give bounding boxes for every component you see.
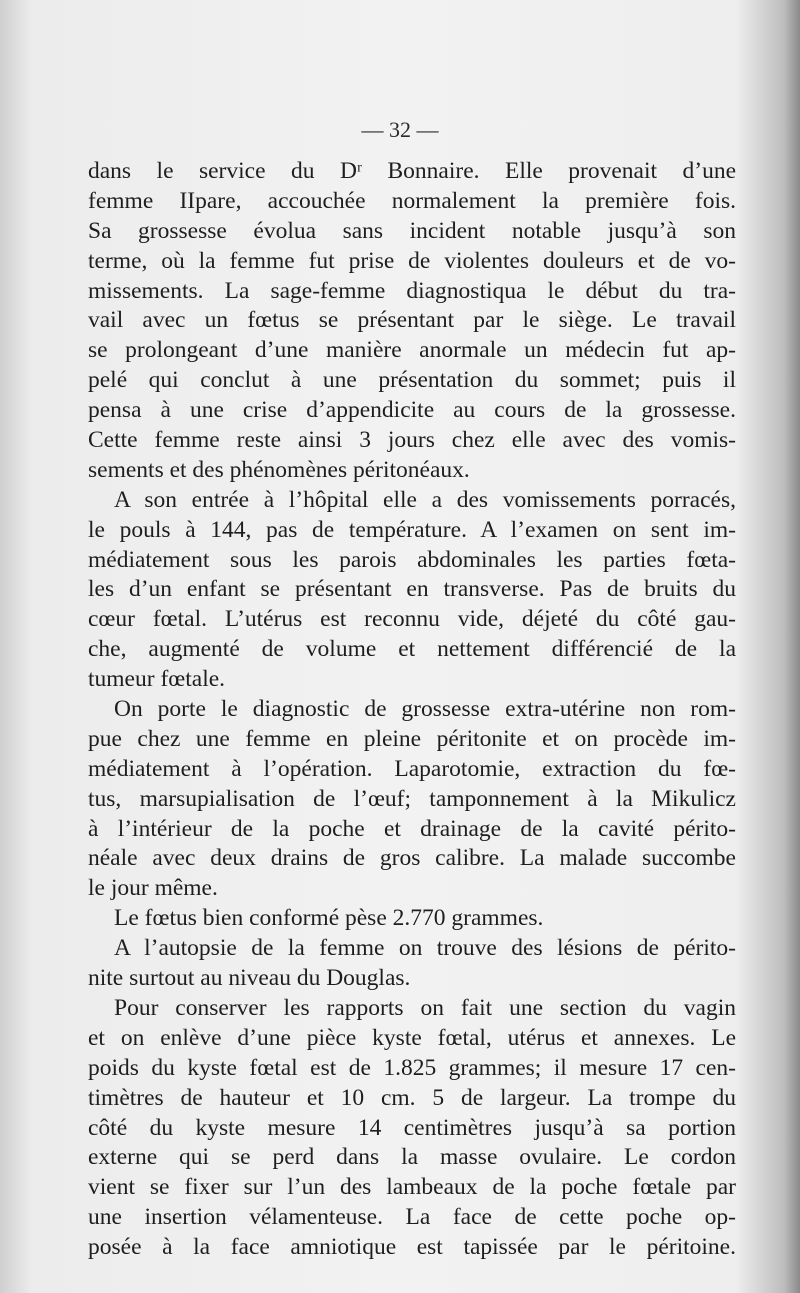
text-line: Pour conserver les rapports on fait une section du vagin (114, 994, 736, 1021)
text-line: et on enlève d’une pièce kyste fœtal, utérus et annexes. Le (88, 1024, 736, 1051)
text-line: médiatement à l’opération. Laparotomie, extraction du fœ- (88, 755, 736, 782)
body-text (88, 157, 736, 1263)
text-line: A l’autopsie de la femme on trouve des lésions de périto- (114, 935, 736, 962)
text-line: pue chez une femme en pleine péritonite et on procède im- (88, 725, 736, 752)
text-line: che, augmenté de volume et nettement différencié de la (88, 636, 736, 663)
text-line: missements. La sage-femme diagnostiqua le début du tra- (88, 277, 736, 304)
text-line: côté du kyste mesure 14 centimètres jusqu’à sa portion (88, 1114, 736, 1141)
text-line: poids du kyste fœtal est de 1.825 grammes; il mesure 17 cen- (88, 1054, 736, 1081)
text-line: sements et des phénomènes péritonéaux. (88, 456, 470, 483)
text-line: posée à la face amniotique est tapissée par le péritoine. (88, 1234, 736, 1261)
text-line: terme, où la femme fut prise de violentes douleurs et de vo- (88, 247, 736, 274)
text-line: une insertion vélamenteuse. La face de cette poche op- (88, 1204, 736, 1231)
text-line: dans le service du Dʳ Bonnaire. Elle provenait d’une (88, 158, 736, 184)
text-line: pelé qui conclut à une présentation du sommet; puis il (88, 367, 736, 394)
text-line: les d’un enfant se présentant en transverse. Pas de bruits du (88, 576, 736, 603)
text-line: se prolongeant d’une manière anormale un médecin fut ap- (88, 337, 736, 364)
text-line: On porte le diagnostic de grossesse extra-utérine non rom- (114, 696, 736, 723)
text-line: Sa grossesse évolua sans incident notable jusqu’à son (88, 217, 736, 244)
text-line: timètres de hauteur et 10 cm. 5 de largeur. La trompe du (88, 1084, 736, 1111)
text-line: néale avec deux drains de gros calibre. La malade succombe (88, 845, 736, 872)
text-line: à l’intérieur de la poche et drainage de la cavité périto- (88, 815, 736, 842)
text-line: pensa à une crise d’appendicite au cours de la grossesse. (88, 397, 736, 424)
page-number: — 32 — (361, 117, 439, 142)
text-line: Le fœtus bien conformé pèse 2.770 grammes. (114, 905, 544, 932)
text-line: femme IIpare, accouchée normalement la première fois. (88, 187, 736, 214)
text-line: tumeur fœtale. (88, 666, 226, 693)
text-line: nite surtout au niveau du Douglas. (88, 965, 411, 992)
text-line: A son entrée à l’hôpital elle a des vomissements porracés, (114, 486, 736, 513)
text-line: externe qui se perd dans la masse ovulaire. Le cordon (88, 1144, 736, 1171)
text-line: médiatement sous les parois abdominales les parties fœta- (88, 546, 736, 573)
text-line: le jour même. (88, 875, 218, 902)
text-line: tus, marsupialisation de l’œuf; tamponnement à la Mikulicz (88, 785, 736, 812)
text-line: cœur fœtal. L’utérus est reconnu vide, déjeté du côté gau- (88, 606, 736, 633)
text-line: vient se fixer sur l’un des lambeaux de la poche fœtale par (88, 1174, 736, 1201)
text-line: Cette femme reste ainsi 3 jours chez elle avec des vomis- (88, 427, 736, 454)
text-line: le pouls à 144, pas de température. A l’examen on sent im- (88, 516, 736, 543)
text-line: vail avec un fœtus se présentant par le siège. Le travail (88, 307, 736, 334)
